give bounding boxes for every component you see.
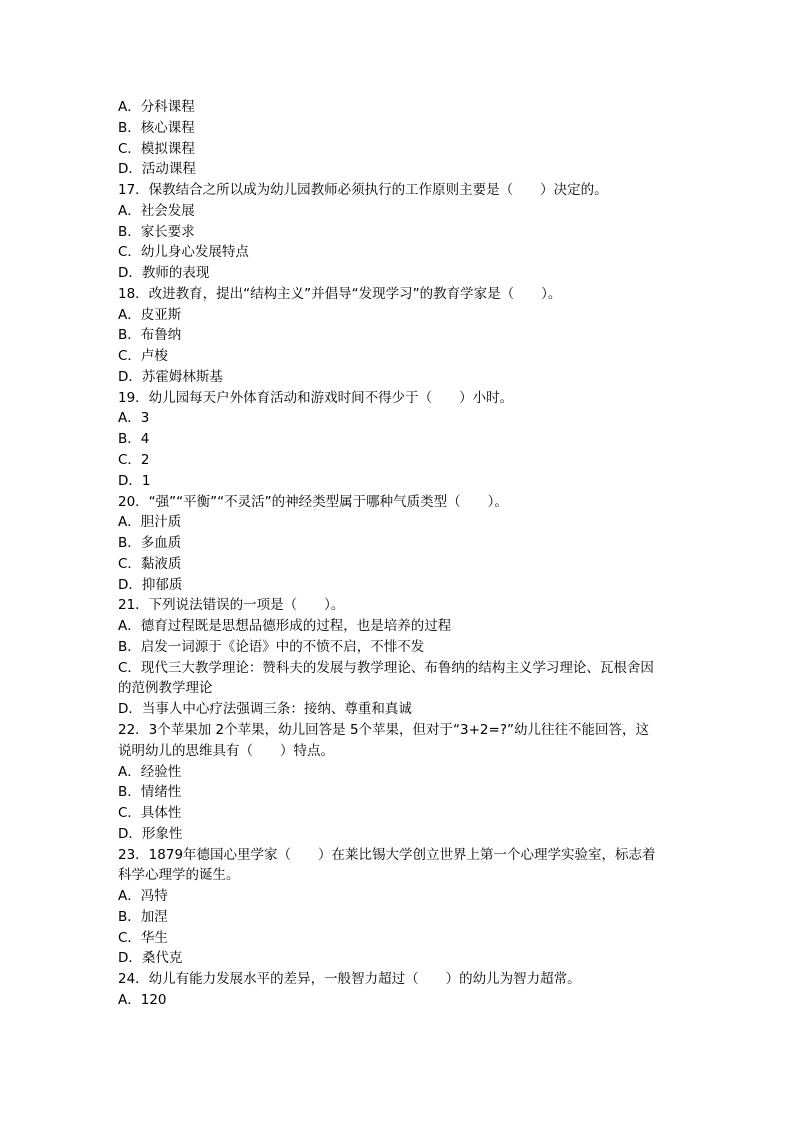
option-list (118, 97, 678, 180)
question-stem: 20．“强”“平衡”“不灵活”的神经类型属于哪种气质类型（ ）。 (118, 493, 508, 510)
question-23 (118, 845, 678, 970)
answer-option: D．抑郁质 (118, 576, 183, 593)
answer-option: B．多血质 (118, 535, 182, 552)
question-stem: 21．下列说法错误的一项是（ ）。 (118, 597, 345, 614)
question-stem: 19．幼儿园每天户外体育活动和游戏时间不得少于（ ）小时。 (118, 389, 514, 406)
answer-option: B．启发一词源于《论语》中的不愤不启，不悱不发 (118, 638, 425, 655)
question-18 (118, 284, 678, 388)
answer-option: B．4 (118, 431, 150, 448)
question-24 (118, 969, 678, 1011)
answer-option: A．分科课程 (118, 99, 195, 115)
answer-option: C．模拟课程 (118, 140, 195, 157)
question-17 (118, 180, 678, 284)
document-page (118, 97, 678, 1011)
answer-option: A．德育过程既是思想品德形成的过程，也是培养的过程 (118, 618, 452, 635)
answer-option: C．现代三大教学理论：赞科夫的发展与教学理论、布鲁纳的结构主义学习理论、瓦根舍因 (118, 659, 654, 676)
answer-option: C．黏液质 (118, 555, 182, 572)
question-19 (118, 388, 678, 492)
answer-option: 的范例教学理论 (118, 680, 213, 697)
question-stem: 23．1879年德国心里学家（ ）在莱比锡大学创立世界上第一个心理学实验室，标志着 (118, 846, 656, 863)
answer-option: D．活动课程 (118, 161, 196, 178)
answer-option: A．120 (118, 991, 167, 1008)
answer-option: A．皮亚斯 (118, 306, 182, 323)
answer-option: A．冯特 (118, 888, 168, 905)
answer-option: B．情绪性 (118, 784, 182, 801)
answer-option: B．布鲁纳 (118, 327, 182, 344)
answer-option: C．卢梭 (118, 348, 168, 365)
answer-option: A．胆汁质 (118, 514, 182, 531)
answer-option: C．具体性 (118, 805, 182, 822)
answer-option: D．教师的表现 (118, 265, 210, 282)
question-stem: 18．改进教育，提出“结构主义”并倡导“发现学习”的教育学家是（ ）。 (118, 285, 562, 302)
answer-option: B．家长要求 (118, 223, 195, 240)
answer-option: C．幼儿身心发展特点 (118, 244, 249, 261)
question-stem: 24．幼儿有能力发展水平的差异，一般智力超过（ ）的幼儿为智力超常。 (118, 971, 581, 988)
answer-option: A．经验性 (118, 763, 182, 780)
answer-option: C．2 (118, 452, 150, 469)
answer-option: D．1 (118, 472, 151, 489)
question-stem: 17．保教结合之所以成为幼儿园教师必须执行的工作原则主要是（ ）决定的。 (118, 182, 608, 199)
answer-option: A．3 (118, 410, 150, 427)
answer-option: D．形象性 (118, 825, 183, 842)
answer-option: D．当事人中心疗法强调三条：接纳、尊重和真诚 (118, 701, 412, 718)
answer-option: D．桑代克 (118, 950, 183, 967)
question-22 (118, 720, 678, 845)
question-stem: 22．3个苹果加 2个苹果，幼儿回答是 5个苹果，但对于“3+2=?”幼儿往往不能回答，这 (118, 721, 649, 738)
answer-option: C．华生 (118, 929, 168, 946)
answer-option: B．核心课程 (118, 119, 195, 136)
question-stem: 说明幼儿的思维具有（ ）特点。 (118, 742, 334, 759)
question-stem: 科学心理学的诞生。 (118, 867, 240, 884)
question-21 (118, 595, 678, 720)
answer-option: D．苏霍姆林斯基 (118, 368, 223, 385)
question-20 (118, 492, 678, 596)
answer-option: A．社会发展 (118, 202, 195, 219)
answer-option: B．加涅 (118, 908, 168, 925)
